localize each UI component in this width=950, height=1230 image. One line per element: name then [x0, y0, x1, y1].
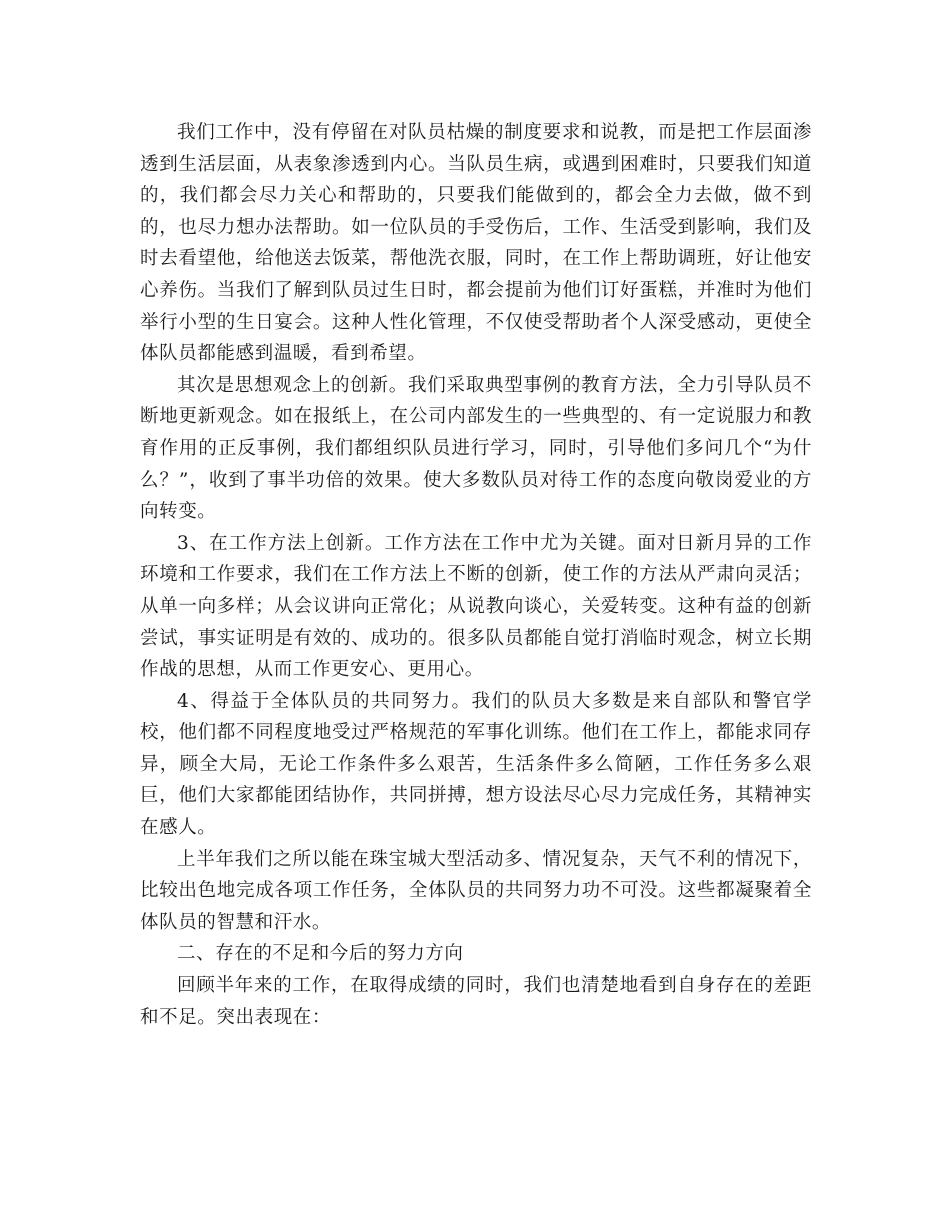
paragraph-work-method-innovation: 3、在工作方法上创新。工作方法在工作中尤为关键。面对日新月异的工作环境和工作要求，我们在工作方法上不断的创新，使工作的方法从严肃向灵活；从单一向多样；从会议讲向正常化；从说教向谈心，关爱转变。这种有益的创新尝试，事实证明是有效的、成功的。很多队员都能自觉打消临时观念，树立长期作战的思想，从而工作更安心、更用心。 [140, 532, 812, 681]
paragraph-team-effort: 4、得益于全体队员的共同努力。我们的队员大多数是来自部队和警官学校，他们都不同程度地受过严格规范的军事化训练。他们在工作上，都能求同存异，顾全大局，无论工作条件多么艰苦，生活条件多么简陋，工作任务多么艰巨，他们大家都能团结协作，共同拼搏，想方设法尽心尽力完成任务，其精神实在感人。 [140, 690, 812, 839]
paragraph-care-for-members: 我们工作中，没有停留在对队员枯燥的制度要求和说教，而是把工作层面渗透到生活层面，从表象渗透到内心。当队员生病，或遇到困难时，只要我们知道的，我们都会尽力关心和帮助的，只要我们能做到的，都会全力去做，做不到的，也尽力想办法帮助。如一位队员的手受伤后，工作、生活受到影响，我们及时去看望他，给他送去饭菜，帮他洗衣服，同时，在工作上帮助调班，好让他安心养伤。当我们了解到队员过生日时，都会提前为他们订好蛋糕，并准时为他们举行小型的生日宴会。这种人性化管理，不仅使受帮助者个人深受感动，更使全体队员都能感到温暖，看到希望。 [140, 122, 812, 365]
paragraph-ideology-innovation: 其次是思想观念上的创新。我们采取典型事例的教育方法，全力引导队员不断地更新观念。如在报纸上，在公司内部发生的一些典型的、有一定说服力和教育作用的正反事例，我们都组织队员进行学习，同时，引导他们多问几个“为什么？”，收到了事半功倍的效果。使大多数队员对待工作的态度向敬岗爱业的方向转变。 [140, 374, 812, 523]
document-body [140, 117, 812, 1033]
section-heading-shortcomings: 二、存在的不足和今后的努力方向 [177, 943, 464, 965]
paragraph-half-year-summary: 上半年我们之所以能在珠宝城大型活动多、情况复杂，天气不利的情况下，比较出色地完成各项工作任务，全体队员的共同努力功不可没。这些都凝聚着全体队员的智慧和汗水。 [140, 848, 812, 933]
paragraph-review: 回顾半年来的工作，在取得成绩的同时，我们也清楚地看到自身存在的差距和不足。突出表现在： [140, 975, 812, 1028]
